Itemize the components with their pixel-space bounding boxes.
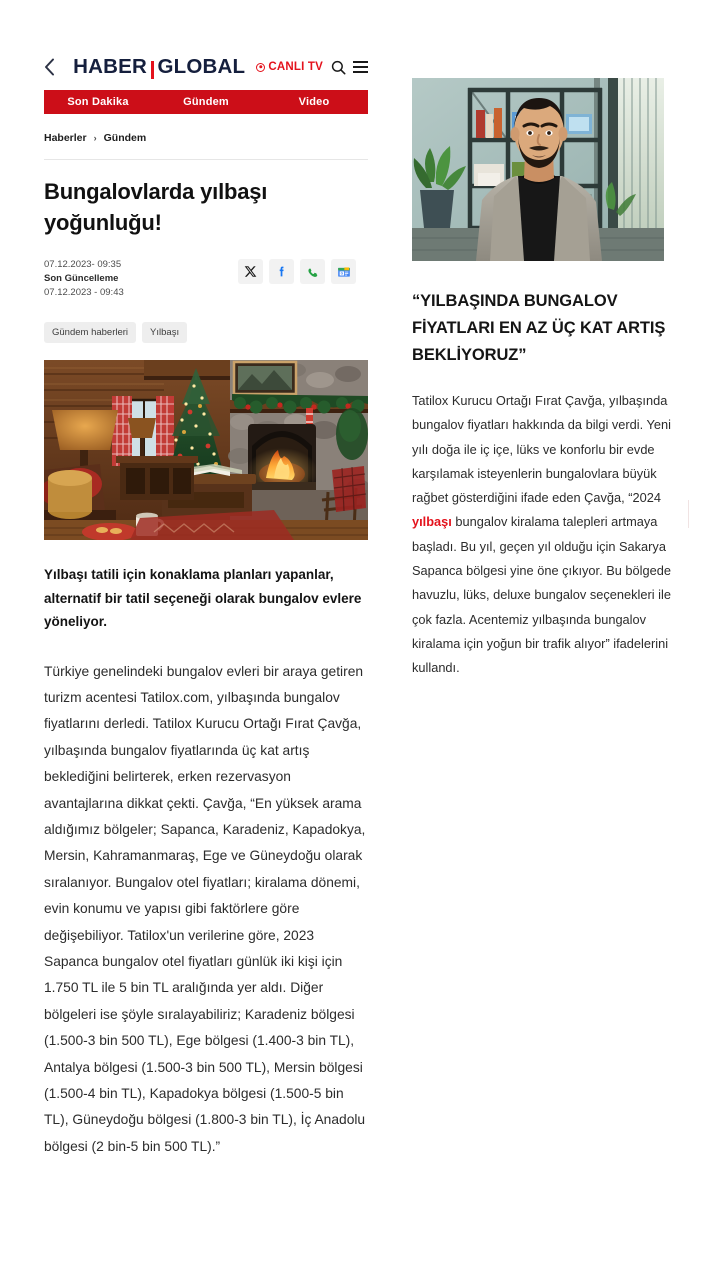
page-edge-divider bbox=[688, 500, 689, 528]
breadcrumb bbox=[44, 132, 368, 160]
sidebar-body-part1: Tatilox Kurucu Ortağı Fırat Çavğa, yılbaşında bungalov fiyatları hakkında da bilgi verdi. Yeni yılı doğa ile iç içe, lüks ve konforlu bir evde karşılamak isteyenlerin bungalovlara büyük rağbet gösterdiğini ifade eden Çavğa, “2024 bbox=[412, 393, 671, 506]
share-buttons bbox=[238, 259, 356, 284]
breadcrumb-item-gundem[interactable]: Gündem bbox=[103, 132, 147, 144]
nav-item-son-dakika[interactable]: Son Dakika bbox=[67, 96, 129, 108]
tag-chip-yilbasi[interactable]: Yılbaşı bbox=[142, 322, 187, 343]
main-article-column bbox=[44, 52, 368, 1160]
chevron-left-icon bbox=[44, 58, 55, 76]
hamburger-menu-icon[interactable] bbox=[353, 61, 368, 73]
updated-date: 07.12.2023 - 09:43 bbox=[44, 287, 124, 298]
x-twitter-icon bbox=[244, 265, 257, 278]
nav-item-gundem[interactable]: Gündem bbox=[183, 96, 229, 108]
breadcrumb-separator-icon: › bbox=[93, 133, 97, 143]
live-dot-icon bbox=[256, 63, 265, 72]
logo-text-haber: HABER bbox=[73, 55, 148, 78]
updated-label: Son Güncelleme bbox=[44, 273, 119, 284]
share-facebook-button[interactable] bbox=[269, 259, 294, 284]
portrait-photo bbox=[412, 78, 664, 261]
share-whatsapp-button[interactable] bbox=[300, 259, 325, 284]
article-body: Türkiye genelindeki bungalov evleri bir araya getiren turizm acentesi Tatilox.com, yılbaşında bungalov fiyatlarını derledi. Tatilox Kurucu Ortağı Fırat Çavğa, yılbaşında bungalov fiyatlarında üç kat artış beklediğini belirterek, erken rezervasyon avantajlarına dikkat çekti. Çavğa, “En yüksek arama aldığımız bölgeler; Sapanca, Karadeniz, Kapadokya, Mersin, Kahramanmaraş, Ege ve Güneydoğu olarak sıralanıyor. Bungalov otel fiyatları; kiralama dönemi, evin konumu ve yapısı gibi faktörlere göre değişebiliyor. Tatilox'un verilerine göre, 2023 Sapanca bungalov otel fiyatları günlük iki kişi için 1.750 TL ile 5 bin TL aralığında yer aldı. Diğer bölgeleri ise şöyle sıralayabiliriz; Karadeniz bölgesi (1.500-3 bin 500 TL), Ege bölgesi (1.400-3 bin TL), Antalya bölgesi (1.500-3 bin 500 TL), Mersin bölgesi (1.500-4 bin TL), Kapadokya bölgesi (1.500-5 bin TL), Güneydoğu bölgesi (1.800-3 bin TL), İç Anadolu bölgesi (2 bin-5 bin 500 TL).” bbox=[44, 663, 366, 1154]
svg-text:G: G bbox=[340, 271, 343, 276]
facebook-icon bbox=[275, 265, 288, 278]
search-button[interactable] bbox=[330, 59, 346, 75]
article-dates bbox=[44, 258, 124, 300]
phone-icon bbox=[306, 265, 319, 278]
site-logo[interactable] bbox=[62, 55, 256, 79]
search-icon bbox=[331, 60, 346, 75]
primary-navigation bbox=[44, 90, 368, 114]
site-header bbox=[44, 52, 368, 82]
sidebar-body bbox=[412, 389, 684, 681]
breadcrumb-item-haberler[interactable]: Haberler bbox=[44, 132, 87, 144]
article-lead-paragraph: Yılbaşı tatili için konaklama planları yapanlar, alternatif bir tatil seçeneği olarak bungalov evlere yöneliyor. bbox=[44, 567, 362, 629]
live-tv-button[interactable] bbox=[256, 61, 323, 73]
published-date: 07.12.2023- 09:35 bbox=[44, 259, 122, 270]
cabin-christmas-illustration bbox=[44, 360, 368, 540]
article-meta-row bbox=[44, 258, 368, 300]
nav-item-video[interactable]: Video bbox=[298, 96, 330, 108]
sidebar-sub-headline: “YILBAŞINDA BUNGALOV FİYATLARI EN AZ ÜÇ KAT ARTIŞ BEKLİYORUZ” bbox=[412, 292, 666, 364]
header-actions bbox=[256, 59, 368, 75]
article-headline: Bungalovlarda yılbaşı yoğunluğu! bbox=[44, 179, 268, 235]
share-x-twitter-button[interactable] bbox=[238, 259, 263, 284]
google-news-icon bbox=[337, 265, 351, 279]
share-google-news-button[interactable] bbox=[331, 259, 356, 284]
tag-chip-gundem-haberleri[interactable]: Gündem haberleri bbox=[44, 322, 136, 343]
article-tags bbox=[44, 322, 368, 343]
live-tv-label: CANLI TV bbox=[268, 61, 323, 73]
sidebar-body-part2: bungalov kiralama talepleri artmaya başladı. Bu yıl, geçen yıl olduğu için Sakarya Sapanca bölgesi yine öne çıkıyor. Bu bölgede havuzlu, lüks, deluxe bungalov seçenekleri ile çok fazla. Acentemiz yılbaşında bungalov kiralama için yoğun bir trafik alıyor” ifadelerini kullandı. bbox=[412, 514, 671, 676]
logo-divider bbox=[151, 61, 154, 79]
logo-text-global: GLOBAL bbox=[157, 55, 246, 78]
man-portrait-illustration bbox=[412, 78, 664, 261]
sidebar-highlight-link[interactable]: yılbaşı bbox=[412, 514, 452, 530]
article-hero-image bbox=[44, 360, 368, 540]
sidebar-column bbox=[412, 78, 684, 681]
